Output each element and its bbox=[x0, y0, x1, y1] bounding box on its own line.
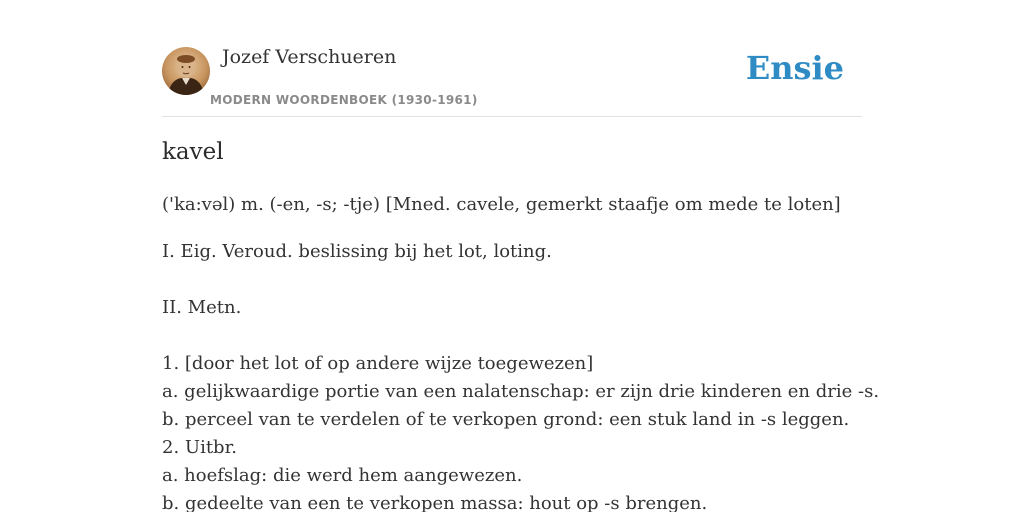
header bbox=[162, 46, 862, 117]
spacer bbox=[162, 322, 922, 350]
source-label[interactable]: MODERN WOORDENBOEK (1930-1961) bbox=[210, 93, 478, 107]
entry-etymology: ('ka:vəl) m. (-en, -s; -tje) [Mned. cavele, gemerkt staafje om mede te loten] bbox=[162, 194, 841, 215]
definition-line: b. perceel van te verdelen of te verkopen grond: een stuk land in -s leggen. bbox=[162, 409, 850, 430]
spacer bbox=[162, 266, 922, 294]
brand-logo-link[interactable]: Ensie bbox=[745, 49, 844, 87]
author-avatar[interactable] bbox=[162, 47, 210, 95]
author-portrait-icon bbox=[162, 47, 210, 95]
author-name[interactable]: Jozef Verschueren bbox=[222, 46, 397, 68]
definition-line: a. hoefslag: die werd hem aangewezen. bbox=[162, 465, 523, 486]
sense-1: I. Eig. Veroud. beslissing bij het lot, loting. bbox=[162, 241, 552, 262]
definition-line: b. gedeelte van een te verkopen massa: hout op -s brengen. bbox=[162, 493, 708, 512]
definition-line: 2. Uitbr. bbox=[162, 437, 237, 458]
entry-term: kavel bbox=[162, 139, 224, 165]
definition-line: a. gelijkwaardige portie van een nalatenschap: er zijn drie kinderen en drie -s. bbox=[162, 381, 880, 402]
entry-definitions bbox=[162, 238, 922, 512]
definition-line: 1. [door het lot of op andere wijze toegewezen] bbox=[162, 353, 594, 374]
sense-2: II. Metn. bbox=[162, 297, 242, 318]
